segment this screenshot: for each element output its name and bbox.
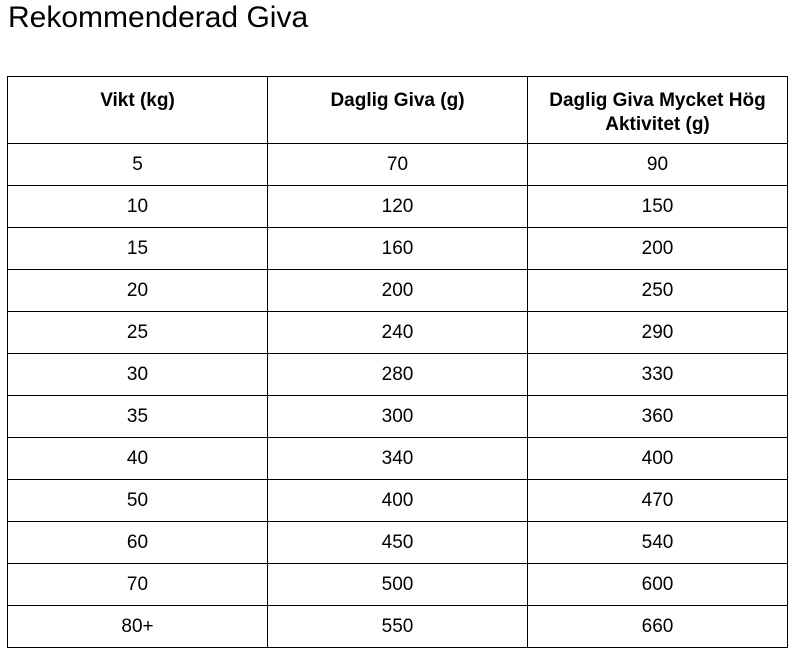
high-activity-cell: 290 — [528, 312, 788, 354]
header-weight: Vikt (kg) — [8, 77, 268, 144]
weight-cell: 50 — [8, 480, 268, 522]
weight-cell: 25 — [8, 312, 268, 354]
daily-portion-cell: 200 — [268, 270, 528, 312]
weight-cell: 20 — [8, 270, 268, 312]
table-row — [8, 438, 788, 480]
weight-cell: 5 — [8, 144, 268, 186]
table-row — [8, 270, 788, 312]
high-activity-cell: 330 — [528, 354, 788, 396]
table-row — [8, 522, 788, 564]
table-row — [8, 228, 788, 270]
high-activity-cell: 90 — [528, 144, 788, 186]
table-row — [8, 354, 788, 396]
daily-portion-cell: 240 — [268, 312, 528, 354]
high-activity-cell: 250 — [528, 270, 788, 312]
page-title: Rekommenderad Giva — [8, 1, 309, 34]
header-daily-portion: Daglig Giva (g) — [268, 77, 528, 144]
high-activity-cell: 200 — [528, 228, 788, 270]
daily-portion-cell: 300 — [268, 396, 528, 438]
weight-cell: 35 — [8, 396, 268, 438]
daily-portion-cell: 280 — [268, 354, 528, 396]
table-row — [8, 144, 788, 186]
table-row — [8, 312, 788, 354]
high-activity-cell: 360 — [528, 396, 788, 438]
high-activity-cell: 150 — [528, 186, 788, 228]
high-activity-cell: 400 — [528, 438, 788, 480]
high-activity-cell: 600 — [528, 564, 788, 606]
table-row — [8, 480, 788, 522]
daily-portion-cell: 120 — [268, 186, 528, 228]
weight-cell: 10 — [8, 186, 268, 228]
weight-cell: 60 — [8, 522, 268, 564]
daily-portion-cell: 70 — [268, 144, 528, 186]
table-row — [8, 396, 788, 438]
high-activity-cell: 540 — [528, 522, 788, 564]
daily-portion-cell: 340 — [268, 438, 528, 480]
daily-portion-cell: 160 — [268, 228, 528, 270]
daily-portion-cell: 450 — [268, 522, 528, 564]
table-row — [8, 186, 788, 228]
table-row — [8, 564, 788, 606]
high-activity-cell: 660 — [528, 606, 788, 648]
weight-cell: 70 — [8, 564, 268, 606]
table-row — [8, 606, 788, 648]
daily-portion-cell: 550 — [268, 606, 528, 648]
weight-cell: 30 — [8, 354, 268, 396]
daily-portion-cell: 500 — [268, 564, 528, 606]
weight-cell: 80+ — [8, 606, 268, 648]
high-activity-cell: 470 — [528, 480, 788, 522]
header-daily-portion-high-activity: Daglig Giva Mycket Hög Aktivitet (g) — [528, 77, 788, 144]
daily-portion-cell: 400 — [268, 480, 528, 522]
weight-cell: 40 — [8, 438, 268, 480]
table-header-row — [8, 77, 788, 144]
feeding-table — [7, 76, 788, 648]
weight-cell: 15 — [8, 228, 268, 270]
